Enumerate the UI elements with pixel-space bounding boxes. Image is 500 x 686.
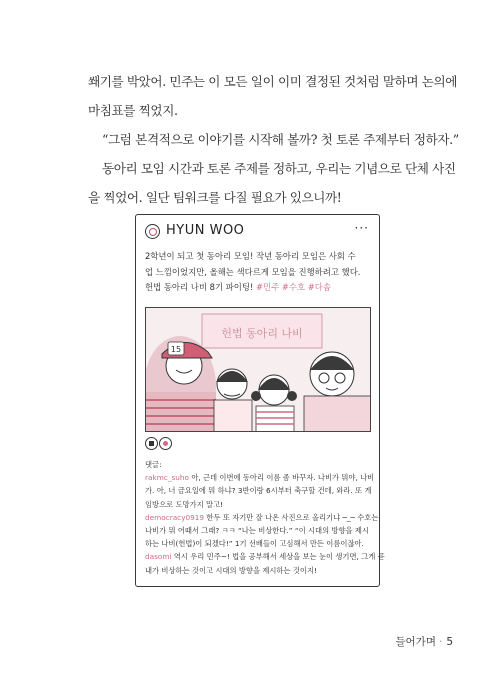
- comment-line: 하는 나비(헌법)이 되겠다!” 1기 선배들이 고심해서 만든 이름이잖아.: [145, 539, 364, 549]
- comment-line: 나비가 뭐 어때서 그래? ㅋㅋ “나는 비상한다.” “이 시대의 방향을 제시: [145, 526, 369, 536]
- comment-text: 역시 우리 민주~! 법을 공부해서 세상을 보는 눈이 생기면, 그게 곧: [173, 552, 385, 562]
- caption-line-3: [145, 280, 373, 296]
- paragraph-3-line-1: 동아리 모임 시간과 토론 주제를 정하고, 우리는 기념으로 단체 사진: [102, 161, 456, 176]
- group-photo-illustration: [146, 308, 371, 432]
- post-username[interactable]: HYUN WOO: [166, 223, 245, 238]
- paragraph-2-line-1: “그럼 본격적으로 이야기를 시작해 볼까? 첫 토론 주제부터 정하자.”: [102, 132, 459, 147]
- paragraph-3-line-2: 을 찍었어. 일단 팀워크를 다질 필요가 있으니까!: [88, 190, 342, 205]
- comment-text: 아, 근데 이번에 동아리 이름 좀 바꾸자. 나비가 뭐야, 나비: [191, 473, 375, 483]
- paragraph-3: [88, 154, 456, 183]
- more-options-icon[interactable]: ···: [354, 221, 369, 235]
- paragraph-3-continued: [88, 183, 440, 212]
- avatar[interactable]: [145, 224, 160, 239]
- post-caption: [145, 249, 373, 296]
- comments-section: [145, 458, 385, 577]
- comment-line: 가. 아, 너 금요일에 뭐 하냐? 3반이랑 6시부터 축구할 건데, 와라. 또 게: [145, 486, 372, 496]
- caption-line-3-text: 헌법 동아리 나비 8기 파이팅!: [145, 282, 254, 292]
- group-photo: [145, 307, 371, 432]
- comment-line: [145, 550, 385, 563]
- paragraph-1-line-2: 마침표를 찍었지.: [88, 103, 178, 118]
- heart-icon[interactable]: [159, 437, 172, 450]
- paragraph-1: [88, 67, 458, 125]
- post-header: [136, 215, 379, 241]
- paragraph-2: [88, 125, 459, 154]
- like-icon[interactable]: [145, 437, 158, 450]
- hashtag-minju[interactable]: #민주: [256, 282, 280, 292]
- banner-text: 헌법 동아리 나비: [221, 327, 303, 340]
- comment-line: [145, 511, 379, 524]
- comment-text: 한두 또 자기만 잘 나온 사진으로 올리기냐 ─_─ 수호는: [206, 512, 379, 522]
- comment-user-dasomi[interactable]: dasomi: [145, 552, 172, 562]
- comment-line: [145, 471, 375, 484]
- comment-line: 내가 비상하는 것이고 시대의 방향을 제시하는 것이지!: [145, 565, 317, 575]
- comment-line: 임방으로 도망가지 말고!: [145, 499, 224, 509]
- comment-user-democracy[interactable]: democracy0919: [145, 512, 205, 522]
- comments-label: 댓글:: [145, 460, 162, 469]
- page-number: 5: [446, 636, 453, 648]
- section-title: 들어가며: [395, 636, 436, 648]
- hashtag-dasom[interactable]: #다솜: [307, 282, 331, 292]
- comment-user-suho[interactable]: rakmc_suho: [145, 473, 189, 483]
- social-post-card: [135, 214, 385, 587]
- caption-line-1: 2학년이 되고 첫 동아리 모임! 작년 동아리 모임은 사회 수: [145, 251, 356, 261]
- page-footer: [395, 634, 453, 649]
- hashtag-suho[interactable]: #수호: [281, 282, 306, 292]
- cap-number: 15: [170, 345, 182, 354]
- footer-separator: ·: [438, 636, 443, 648]
- paragraph-1-line-1: 쐐기를 박았어. 민주는 이 모든 일이 이미 결정된 것처럼 말하며 논의에: [88, 74, 458, 89]
- caption-line-2: 업 느낌이었지만, 올해는 색다르게 모임을 진행하려고 했다.: [145, 266, 361, 277]
